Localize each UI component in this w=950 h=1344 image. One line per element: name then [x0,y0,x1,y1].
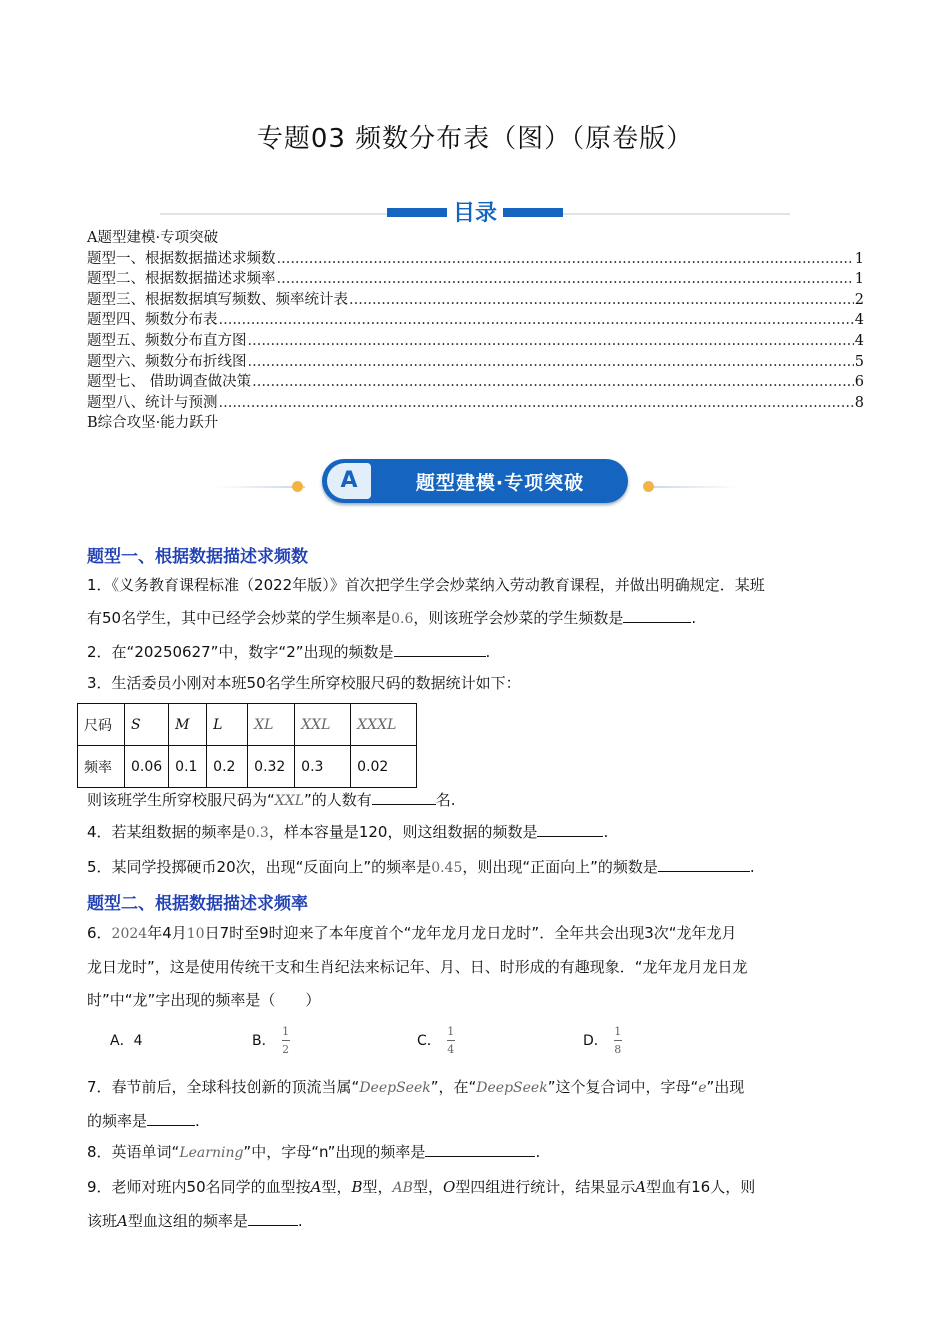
toc-divider-right [560,213,790,215]
answer-blank[interactable] [425,1142,535,1157]
toc-entry[interactable]: 题型五、频数分布直方图 ..... 4 [87,331,864,352]
question-2: 2．在“20250627”中，数字“2”出现的频数是 . [87,643,491,661]
question-1: 1．《义务教育课程标准（2022年版）》首次把学生学会炒菜纳入劳动教育课程，并做出明确规定．某班 有50名学生，其中已经学会炒菜的学生频率是0.6，则该班学会炒菜的学生频数是 . [87,576,765,627]
question-6-options [110,1022,810,1062]
toc-entry[interactable]: 题型一、根据数据描述求频数 ..... 1 [87,249,864,270]
toc-entry[interactable]: 题型三、根据数据填写频数、频率统计表 ..... 2 [87,290,864,311]
table-of-contents [87,228,864,434]
section-heading-1: 题型一、根据数据描述求频数 [87,547,308,567]
option-a[interactable]: A．4 [110,1033,143,1049]
toc-entry[interactable]: 题型六、频数分布折线图 ..... 5 [87,352,864,373]
size-frequency-table [77,703,417,788]
answer-blank[interactable] [147,1111,195,1126]
banner-text: 题型建模·专项突破 [415,472,585,494]
toc-entry[interactable]: 题型七、 借助调查做决策 ..... 6 [87,372,864,393]
toc-entry[interactable]: 题型八、统计与预测 ..... 8 [87,393,864,414]
toc-entry[interactable]: 题型二、根据数据描述求频率 ..... 1 [87,269,864,290]
banner-dot-right [643,481,654,492]
table-row: 频率 0.06 0.1 0.2 0.32 0.3 0.02 [78,746,417,788]
banner-dot-left [292,481,303,492]
page-title: 专题03 频数分布表（图）（原卷版） [256,124,694,154]
table-row: 尺码 S M L XL XXL XXXL [78,704,417,746]
answer-blank[interactable] [537,822,603,837]
option-b[interactable]: B． $\frac{1}{2}$ [252,1024,290,1056]
toc-title: 目录 [452,201,497,226]
answer-blank[interactable] [394,642,486,657]
question-5: 5．某同学投掷硬币20次，出现“反面向上”的频率是0.45，则出现“正面向上”的频数是 . [87,858,755,876]
question-3-prompt: 则该班学生所穿校服尺码为“XXL”的人数有 名. [87,791,456,809]
answer-blank[interactable] [658,857,750,872]
toc-entry[interactable]: 题型四、频数分布表 ..... 4 [87,310,864,331]
toc-part-a[interactable]: A题型建模·专项突破 [87,230,219,246]
toc-part-b[interactable]: B综合攻坚·能力跃升 [87,415,219,432]
banner-letter: A [327,463,371,499]
banner-line-right [645,486,740,488]
option-d[interactable]: D． $\frac{1}{8}$ [583,1024,622,1056]
section-heading-2: 题型二、根据数据描述求频率 [87,894,308,914]
question-6: 6．2024年4月10日7时至9时迎来了本年度首个“龙年龙月龙日龙时”．全年共会出现3次“龙年龙月 龙日龙时”，这是使用传统干支和生肖纪法来标记年、月、日、时形成的有趣现象．“龙年龙月龙日龙 时”中“龙”字出现的频率是（ ） [87,924,748,1009]
toc-divider-left [160,213,390,215]
answer-blank[interactable] [248,1211,298,1226]
question-7: 7．春节前后，全球科技创新的顶流当属“DeepSeek”，在“DeepSeek”这个复合词中，字母“e”出现 的频率是 . [87,1078,745,1130]
question-8: 8．英语单词“Learning”中，字母“n”出现的频率是 . [87,1143,541,1161]
toc-bar-right [503,208,563,217]
answer-blank[interactable] [623,608,691,623]
option-c[interactable]: C． $\frac{1}{4}$ [417,1024,455,1056]
question-4: 4．若某组数据的频率是0.3，样本容量是120，则这组数据的频数是 . [87,823,609,841]
answer-blank[interactable] [372,790,436,805]
toc-bar-left [387,208,447,217]
question-9: 9．老师对班内50名同学的血型按A型，B型，AB型，O型四组进行统计，结果显示A型血有16人，则 该班A型血这组的频率是 . [87,1178,756,1230]
question-3: 3．生活委员小刚对本班50名学生所穿校服尺码的数据统计如下： [87,674,521,692]
